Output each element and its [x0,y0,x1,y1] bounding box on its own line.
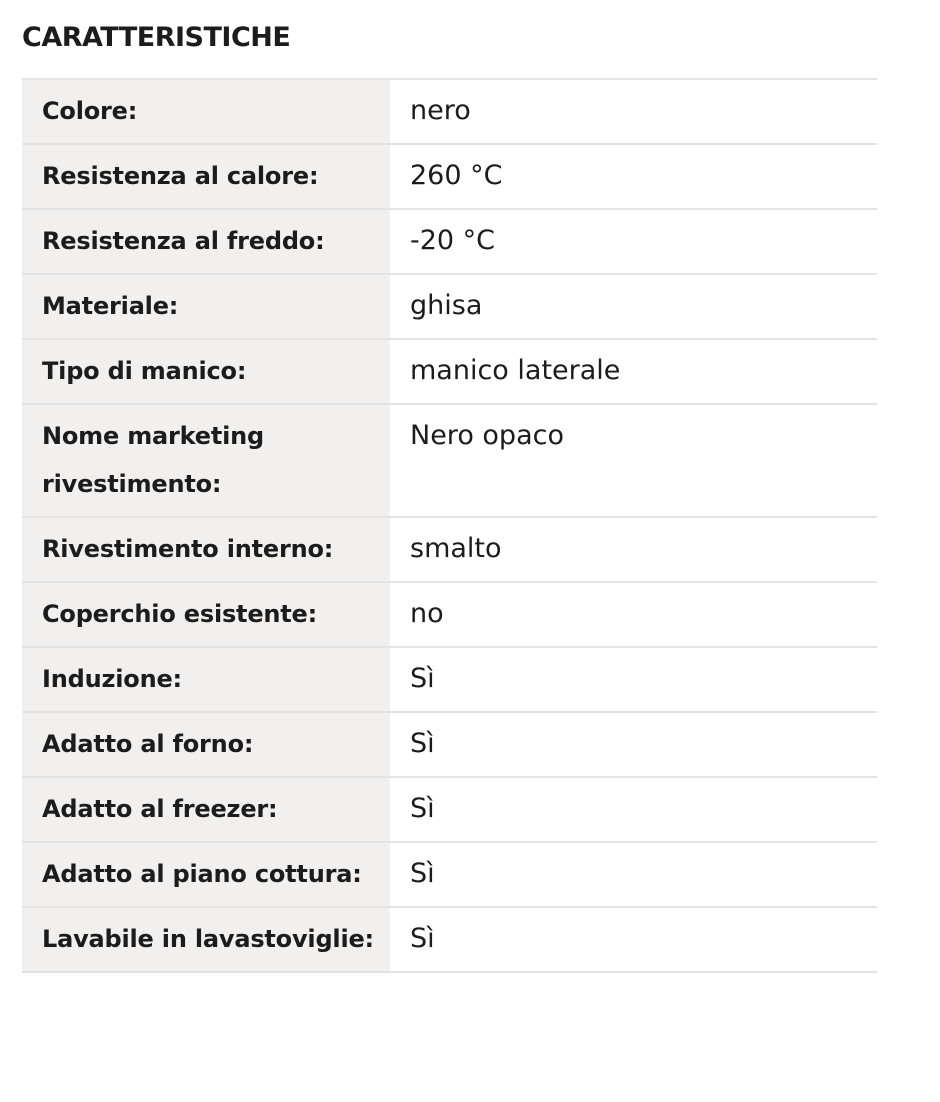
spec-label-coperchio: Coperchio esistente: [22,582,390,647]
spec-value-induzione: Sì [410,663,435,694]
table-row [22,404,877,517]
spec-label-lavastoviglie: Lavabile in lavastoviglie: [22,907,390,972]
spec-label-induzione: Induzione: [22,647,390,712]
spec-value-materiale: ghisa [410,290,483,321]
table-row [22,712,877,777]
spec-value-tipo-manico: manico laterale [410,355,621,386]
spec-label-nome-marketing: Nome marketing rivestimento: [22,404,390,517]
spec-value-lavastoviglie: Sì [410,923,435,954]
spec-label-rivestimento-interno: Rivestimento interno: [22,517,390,582]
table-row [22,79,877,144]
spec-label-resistenza-calore: Resistenza al calore: [22,144,390,209]
spec-value-colore: nero [410,95,471,126]
section-title: CARATTERISTICHE [22,22,291,53]
table-row [22,274,877,339]
spec-label-freezer: Adatto al freezer: [22,777,390,842]
spec-value-freezer: Sì [410,793,435,824]
table-row [22,647,877,712]
spec-label-resistenza-freddo: Resistenza al freddo: [22,209,390,274]
spec-value-resistenza-calore: 260 °C [410,160,503,191]
specs-table [22,78,877,973]
spec-value-coperchio: no [410,598,444,629]
spec-value-rivestimento-interno: smalto [410,533,502,564]
table-row [22,842,877,907]
table-row [22,144,877,209]
table-row [22,777,877,842]
table-row [22,582,877,647]
spec-value-piano-cottura: Sì [410,858,435,889]
spec-label-forno: Adatto al forno: [22,712,390,777]
spec-value-resistenza-freddo: -20 °C [410,225,496,256]
spec-value-nome-marketing: Nero opaco [410,420,564,451]
spec-label-tipo-manico: Tipo di manico: [22,339,390,404]
table-row [22,517,877,582]
spec-label-colore: Colore: [22,79,390,144]
table-row [22,209,877,274]
table-row [22,907,877,972]
spec-label-materiale: Materiale: [22,274,390,339]
table-row [22,339,877,404]
spec-label-piano-cottura: Adatto al piano cottura: [22,842,390,907]
spec-value-forno: Sì [410,728,435,759]
